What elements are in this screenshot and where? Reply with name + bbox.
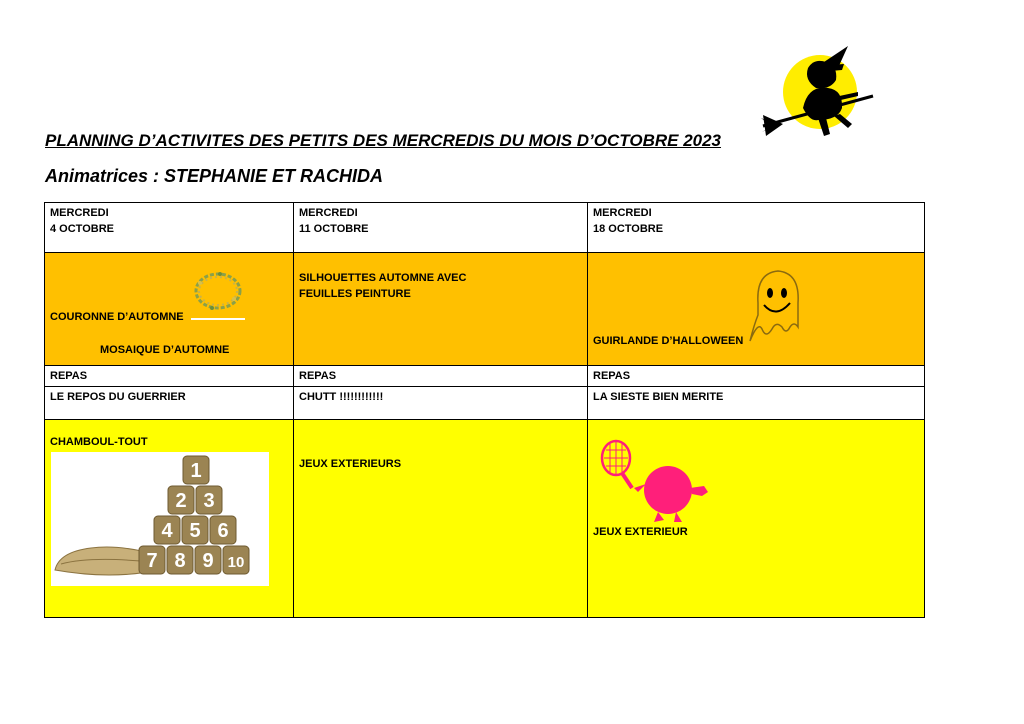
can [167, 546, 193, 574]
wreath-underline [191, 318, 245, 320]
can-number: 4 [161, 520, 173, 542]
header-date: 18 OCTOBRE [593, 223, 664, 235]
activity-label: CHAMBOUL-TOUT [50, 436, 148, 448]
witch-on-broom-icon [758, 40, 878, 140]
activity-label: MOSAIQUE D’AUTOMNE [100, 344, 230, 356]
activity-cell [588, 253, 925, 366]
page-title: PLANNING D’ACTIVITES DES PETITS DES MERCREDIS DU MOIS D’OCTOBRE 2023 [45, 131, 722, 150]
activity-cell [294, 420, 588, 618]
activity-label: SILHOUETTES AUTOMNE AVEC [299, 272, 467, 284]
can [195, 546, 221, 574]
header-date: 4 OCTOBRE [50, 223, 114, 235]
activity-label: GUIRLANDE D’HALLOWEEN [593, 335, 744, 347]
header-row [45, 203, 925, 253]
activity-label: COURONNE D’AUTOMNE [50, 311, 184, 323]
repas-cell: REPAS [45, 366, 294, 387]
repas-cell: REPAS [588, 366, 925, 387]
can-number: 2 [175, 490, 187, 512]
can [168, 486, 194, 514]
activity-label: JEUX EXTERIEURS [299, 458, 402, 470]
can-number: 9 [202, 550, 214, 572]
header-cell [588, 203, 925, 253]
header-day: MERCREDI [593, 207, 652, 219]
can [139, 546, 165, 574]
rest-cell: LE REPOS DU GUERRIER [45, 387, 294, 420]
can [210, 516, 236, 544]
can-number: 8 [174, 550, 186, 572]
can [183, 456, 209, 484]
can-number: 3 [203, 490, 215, 512]
afternoon-activities-row [45, 420, 925, 618]
rest-cell: LA SIESTE BIEN MERITE [588, 387, 925, 420]
activity-cell [588, 420, 925, 618]
activity-cell [45, 253, 294, 366]
can-number: 5 [189, 520, 201, 542]
activity-cell [45, 420, 294, 618]
repas-row [45, 366, 925, 387]
can [182, 516, 208, 544]
header-day: MERCREDI [299, 207, 358, 219]
can-number: 6 [217, 520, 229, 542]
ghost-icon [746, 265, 810, 347]
repas-cell: REPAS [294, 366, 588, 387]
header-day: MERCREDI [50, 207, 109, 219]
rest-cell: CHUTT !!!!!!!!!!!! [294, 387, 588, 420]
header-cell [294, 203, 588, 253]
header-cell [45, 203, 294, 253]
stacked-cans-image [51, 452, 269, 586]
can-number: 1 [190, 460, 202, 482]
planning-table [44, 202, 925, 618]
morning-activities-row [45, 253, 925, 366]
page-subtitle: Animatrices : STEPHANIE ET RACHIDA [45, 166, 384, 186]
activity-label: JEUX EXTERIEUR [593, 526, 688, 538]
activity-label: FEUILLES PEINTURE [299, 288, 411, 300]
can-number: 10 [227, 554, 245, 571]
tennis-ball-character-icon [598, 438, 718, 528]
leaf-wreath-icon [190, 269, 246, 313]
can [196, 486, 222, 514]
activity-cell [294, 253, 588, 366]
can-number: 7 [146, 550, 158, 572]
can [223, 546, 249, 574]
rest-row [45, 387, 925, 420]
can [154, 516, 180, 544]
header-date: 11 OCTOBRE [299, 223, 369, 235]
